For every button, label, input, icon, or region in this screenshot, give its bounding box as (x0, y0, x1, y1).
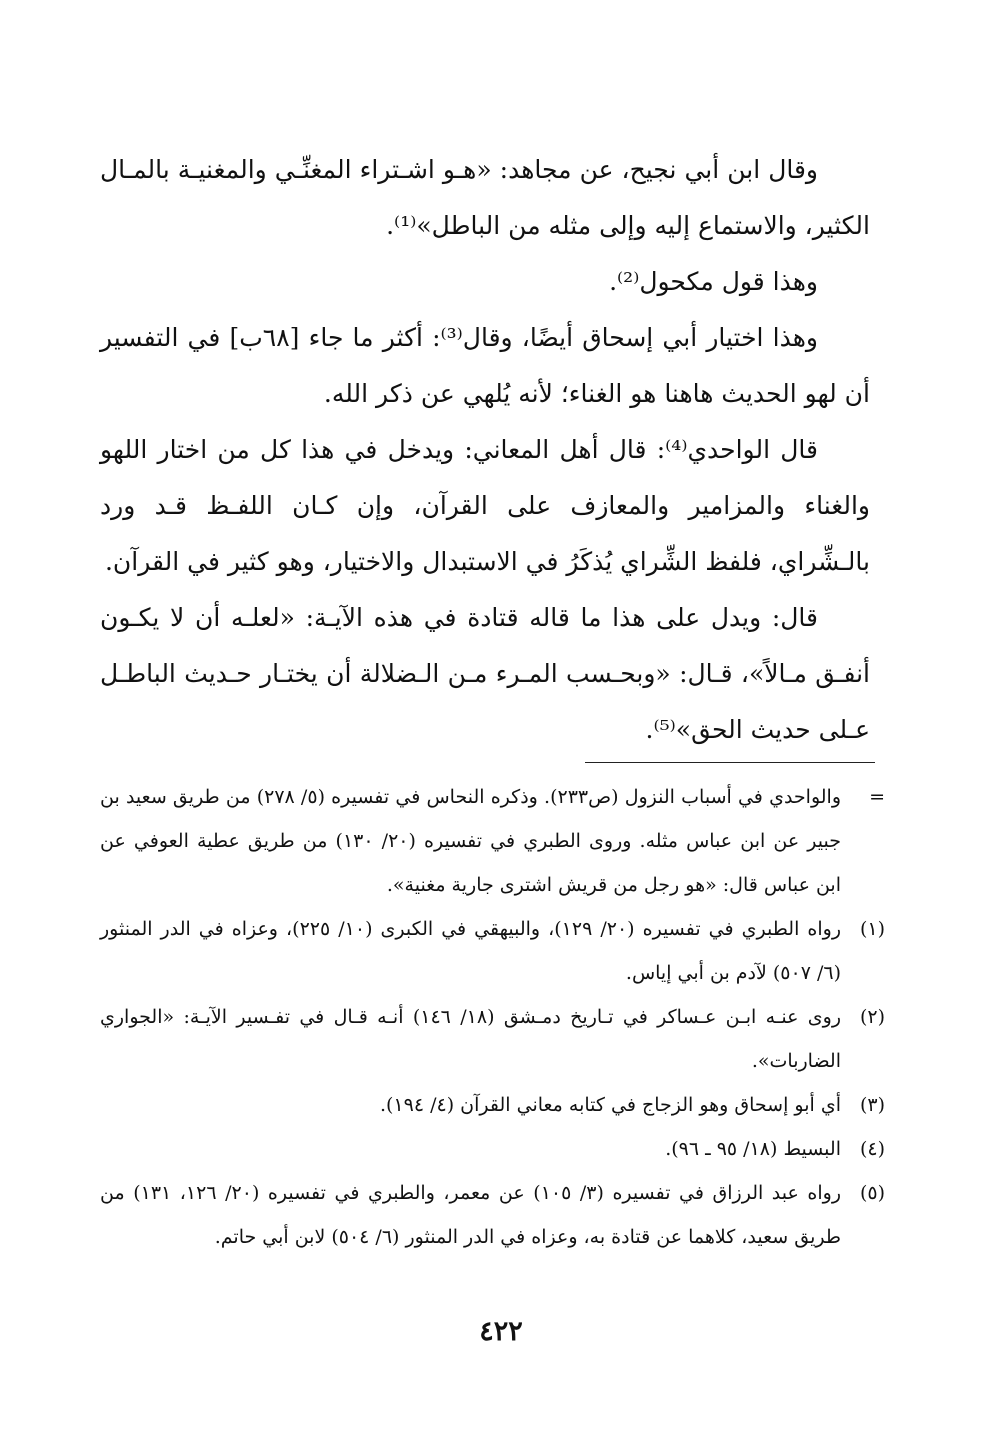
paragraph-mujahid-quote: وقال ابن أبي نجيح، عن مجاهد: «هـو اشـتراء المغنِّـي والمغنيـة بالمـال الكثير، والاستماع إليه وإلى مثله من الباطل»⁽¹⁾. (100, 155, 870, 240)
footnotes-section (100, 775, 885, 1259)
footnote-marker: (٤) (859, 1138, 885, 1160)
footnote-text: البسيط (١٨/ ٩٥ ـ ٩٦). (665, 1138, 841, 1160)
footnote-marker: (٢) (859, 1006, 885, 1028)
footnote-divider (585, 762, 875, 763)
paragraph-abu-ishaq: وهذا اختيار أبي إسحاق أيضًا، وقال⁽³⁾: أكثر ما جاء [٦٨ب] في التفسير أن لهو الحديث هاهنا هو الغناء؛ لأنه يُلهي عن ذكر الله. (100, 323, 870, 408)
footnote-text: والواحدي في أسباب النزول (ص٢٣٣). وذكره النحاس في تفسيره (٥/ ٢٧٨) من طريق سعيد بن جبير عن ابن عباس مثله. وروى الطبري في تفسيره (٢٠/ ١٣٠) من طريق عطية العوفي عن ابن عباس قال: «هو رجل من قريش اشترى جارية مغنية». (100, 786, 841, 896)
footnote-marker: (٥) (859, 1182, 885, 1204)
footnote-3 (100, 1083, 885, 1127)
footnote-text: أي أبو إسحاق وهو الزجاج في كتابه معاني القرآن (٤/ ١٩٤). (379, 1094, 841, 1116)
footnote-marker: (١) (859, 918, 885, 940)
footnote-marker: = (869, 786, 885, 808)
footnote-text: رواه عبد الرزاق في تفسيره (٣/ ١٠٥) عن معمر، والطبري في تفسيره (٢٠/ ١٢٦، ١٣١) من طريق سعيد، كلاهما عن قتادة به، وعزاه في الدر المنثور (٦/ ٥٠٤) لابن أبي حاتم. (100, 1182, 841, 1248)
paragraph-qatada: قال: ويدل على هذا ما قاله قتادة في هذه الآيـة: «لعلـه أن لا يكـون أنفـق مـالاً»، قـال: «وبحـسب المـرء مـن الـضلالة أن يختـار حـديث الباطـل عـلى حديث الحق»⁽⁵⁾. (100, 603, 870, 744)
footnote-text: روى عنـه ابـن عـساكر في تـاريخ دمـشق (١٨/ ١٤٦) أنـه قـال في تفـسير الآيـة: «الجواري الضاربات». (100, 1006, 841, 1072)
footnote-1 (100, 907, 885, 995)
footnote-2 (100, 995, 885, 1083)
paragraph-wahidi: قال الواحدي⁽⁴⁾: قال أهل المعاني: ويدخل في هذا كل من اختار اللهو والغناء والمزامير والمعازف على القرآن، وإن كـان اللفـظ قـد ورد بالـشِّراي، فلفظ الشِّراي يُذكَرُ في الاستبدال والاختيار، وهو كثير في القرآن. (100, 435, 870, 576)
page-number: ٤٢٢ (479, 1316, 523, 1347)
footnote-4 (100, 1127, 885, 1171)
paragraph-makhul: وهذا قول مكحول⁽²⁾. (609, 267, 818, 296)
footnote-marker: (٣) (859, 1094, 885, 1116)
footnote-text: رواه الطبري في تفسيره (٢٠/ ١٢٩)، والبيهقي في الكبرى (١٠/ ٢٢٥)، وعزاه في الدر المنثور (٦/ ٥٠٧) لآدم بن أبي إياس. (100, 918, 841, 984)
main-text-body (100, 142, 870, 758)
footnote-continuation (100, 775, 885, 907)
footnote-5 (100, 1171, 885, 1259)
